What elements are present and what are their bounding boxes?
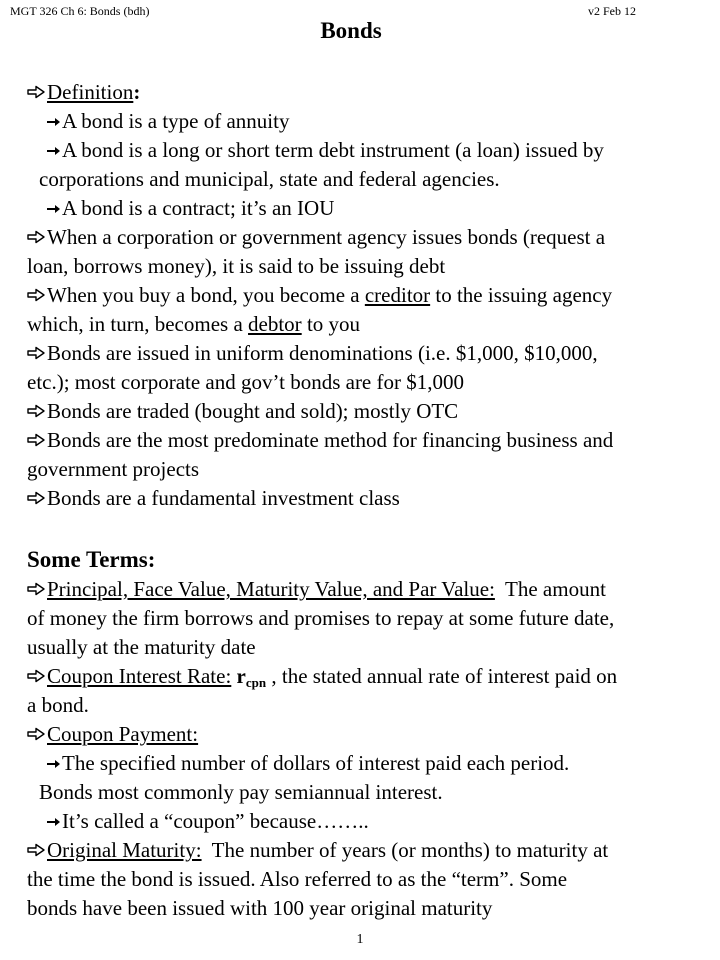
term-original-maturity: Original Maturity: The number of years (or months) to maturity at bbox=[27, 836, 707, 865]
outline-arrow-bullet-icon bbox=[27, 491, 46, 505]
outline-arrow-bullet-icon bbox=[27, 582, 46, 596]
definition-item-1: A bond is a type of annuity bbox=[27, 107, 707, 136]
outline-arrow-bullet-icon bbox=[27, 843, 46, 857]
term-coupon-payment-label: Coupon Payment: bbox=[47, 722, 199, 746]
term-original-maturity-continued-1: the time the bond is issued. Also referred to as the “term”. Some bbox=[27, 867, 568, 891]
point-investment-class: Bonds are a fundamental investment class bbox=[27, 484, 707, 513]
term-principal-continued-2: usually at the maturity date bbox=[27, 635, 256, 659]
document-body bbox=[27, 78, 707, 923]
coupon-payment-item-1: The specified number of dollars of interest paid each period. bbox=[27, 749, 707, 778]
outline-arrow-bullet-icon bbox=[27, 727, 46, 741]
term-coupon-rate-label: Coupon Interest Rate: bbox=[47, 664, 232, 688]
some-terms-heading: Some Terms: bbox=[27, 547, 156, 572]
point-creditor-continued: which, in turn, becomes a debtor to you bbox=[27, 312, 361, 336]
section-spacer bbox=[27, 513, 707, 542]
coupon-payment-item-2: It’s called a “coupon” because…….. bbox=[27, 807, 707, 836]
solid-arrow-icon bbox=[46, 758, 61, 770]
point-denominations: Bonds are issued in uniform denominations (i.e. $1,000, $10,000, bbox=[27, 339, 707, 368]
point-issuing-debt: When a corporation or government agency issues bonds (request a bbox=[27, 223, 707, 252]
page-title: Bonds bbox=[320, 18, 382, 43]
definition-heading bbox=[27, 78, 707, 107]
coupon-rate-symbol: r bbox=[236, 664, 246, 688]
term-original-maturity-continued-2: bonds have been issued with 100 year original maturity bbox=[27, 896, 493, 920]
point-financing-method-continued: government projects bbox=[27, 457, 200, 481]
definition-item-2-continued: corporations and municipal, state and federal agencies. bbox=[39, 167, 500, 191]
definition-item-2: A bond is a long or short term debt instrument (a loan) issued by bbox=[27, 136, 707, 165]
coupon-rate-subscript: cpn bbox=[245, 675, 267, 690]
definition-item-3: A bond is a contract; it’s an IOU bbox=[27, 194, 707, 223]
definition-label: Definition bbox=[47, 80, 134, 104]
term-original-maturity-label: Original Maturity: bbox=[47, 838, 202, 862]
outline-arrow-bullet-icon bbox=[27, 433, 46, 447]
outline-arrow-bullet-icon bbox=[27, 288, 46, 302]
creditor-term: creditor bbox=[364, 283, 431, 307]
definition-colon: : bbox=[133, 80, 141, 104]
term-coupon-rate-continued: a bond. bbox=[27, 693, 89, 717]
term-coupon-rate: Coupon Interest Rate: $r_{cpn}$ , the stated annual rate of interest paid on bbox=[27, 662, 707, 691]
header-version-label: v2 Feb 12 bbox=[588, 4, 636, 18]
term-principal: Principal, Face Value, Maturity Value, and Par Value: The amount bbox=[27, 575, 707, 604]
solid-arrow-icon bbox=[46, 116, 61, 128]
debtor-term: debtor bbox=[248, 312, 302, 336]
point-denominations-continued: etc.); most corporate and gov’t bonds are for $1,000 bbox=[27, 370, 464, 394]
outline-arrow-bullet-icon bbox=[27, 85, 46, 99]
outline-arrow-bullet-icon bbox=[27, 346, 46, 360]
term-principal-continued-1: of money the firm borrows and promises to repay at some future date, bbox=[27, 606, 615, 630]
point-traded: Bonds are traded (bought and sold); mostly OTC bbox=[27, 397, 707, 426]
solid-arrow-icon bbox=[46, 816, 61, 828]
outline-arrow-bullet-icon bbox=[27, 669, 46, 683]
coupon-payment-item-1-continued: Bonds most commonly pay semiannual interest. bbox=[39, 780, 443, 804]
outline-arrow-bullet-icon bbox=[27, 404, 46, 418]
term-principal-label: Principal, Face Value, Maturity Value, and Par Value: bbox=[47, 577, 495, 601]
point-issuing-debt-continued: loan, borrows money), it is said to be issuing debt bbox=[27, 254, 446, 278]
solid-arrow-icon bbox=[46, 145, 61, 157]
page-number: 1 bbox=[356, 932, 364, 947]
point-creditor: When you buy a bond, you become a creditor to the issuing agency bbox=[27, 281, 707, 310]
outline-arrow-bullet-icon bbox=[27, 230, 46, 244]
term-coupon-payment bbox=[27, 720, 707, 749]
solid-arrow-icon bbox=[46, 203, 61, 215]
point-financing-method: Bonds are the most predominate method for financing business and bbox=[27, 426, 707, 455]
header-course-label: MGT 326 Ch 6: Bonds (bdh) bbox=[10, 4, 150, 18]
